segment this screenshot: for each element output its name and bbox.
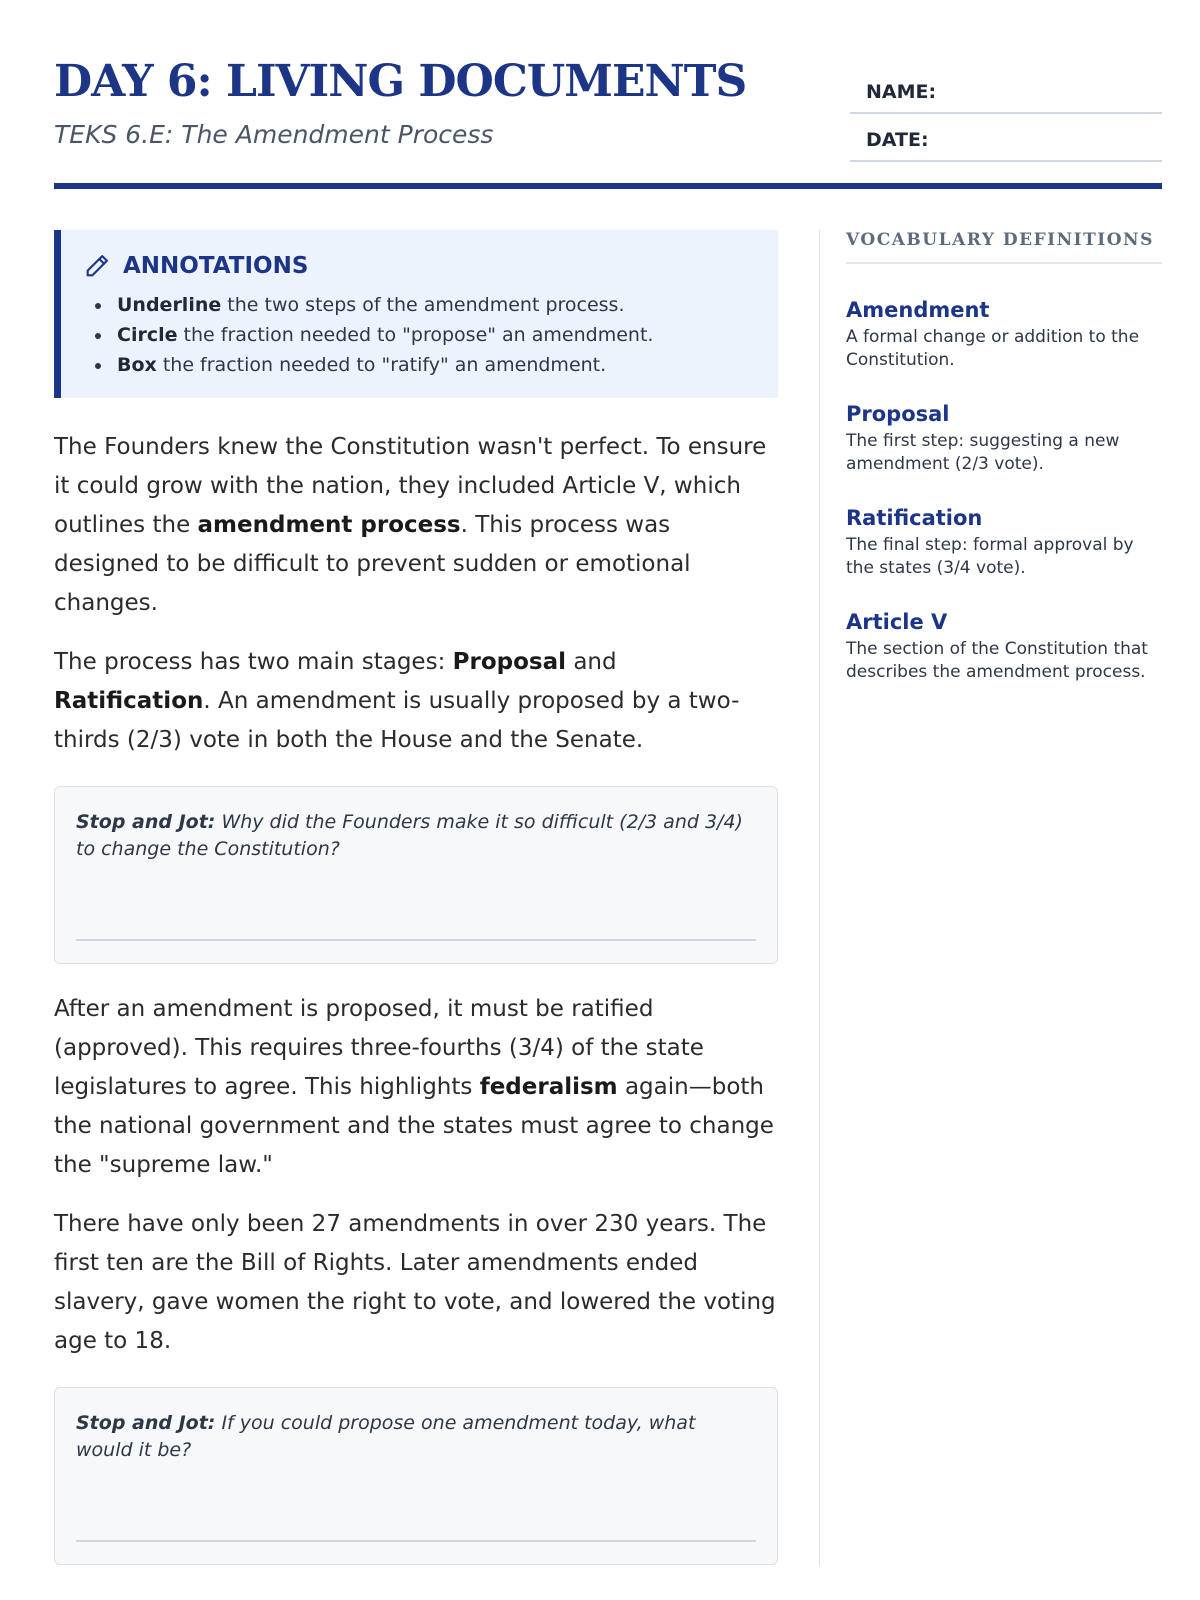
annotation-action: Box [117, 354, 157, 376]
page-subtitle: TEKS 6.E: The Amendment Process [54, 120, 494, 149]
annotations-heading [83, 252, 758, 280]
jot-question: If you could propose one amendment today, what would it be? [76, 1412, 696, 1461]
annotation-text: the two steps of the amendment process. [221, 294, 625, 316]
paragraph-27-amendments: There have only been 27 amendments in over 230 years. The first ten are the Bill of Rights. Later amendments ended slavery, gave women the right to vote, and lowered the voting age to 18. [54, 1211, 776, 1354]
list-item [93, 290, 758, 320]
bold-term: amendment process [197, 512, 461, 538]
jot-label: Stop and Jot: [76, 811, 216, 833]
bold-term: federalism [479, 1074, 618, 1100]
paragraph-ratification [54, 990, 778, 1185]
text: The Founders knew the Constitution wasn't perfect. To ensure it could grow with the nation, they included Article V, which outlines the [54, 434, 767, 538]
vocab-definition: A formal change or addition to the Constitution. [846, 327, 1140, 370]
jot-label: Stop and Jot: [76, 1412, 216, 1434]
name-field[interactable] [850, 70, 1162, 114]
column-divider [819, 230, 820, 1566]
annotation-text: the fraction needed to "ratify" an amendment. [156, 354, 607, 376]
jot-prompt [76, 1410, 756, 1464]
list-item [93, 350, 758, 380]
bold-term: Proposal [452, 649, 567, 675]
annotations-title: ANNOTATIONS [123, 253, 309, 279]
annotation-list [83, 290, 758, 380]
vocab-entry [846, 610, 1162, 684]
jot-prompt [76, 809, 756, 863]
annotations-box [54, 230, 778, 398]
vocab-entry [846, 402, 1162, 476]
header-divider [54, 183, 1162, 189]
date-field[interactable] [850, 118, 1162, 162]
stop-and-jot-box[interactable] [54, 1387, 778, 1565]
vocab-entry [846, 506, 1162, 580]
annotation-text: the fraction needed to "propose" an amendment. [177, 324, 654, 346]
paragraph-article-v [54, 428, 778, 623]
bold-term: Ratification [54, 688, 204, 714]
vocab-definition: The final step: formal approval by the states (3/4 vote). [846, 535, 1134, 578]
vocab-definition: The first step: suggesting a new amendment (2/3 vote). [846, 431, 1120, 474]
vocab-term: Amendment [846, 298, 990, 322]
vocabulary-sidebar [846, 230, 1162, 684]
list-item [93, 320, 758, 350]
paragraph-stages [54, 643, 778, 760]
text: After an amendment is proposed, it must be ratified (approved). This requires three-fourths (3/4) of the state legislatures to agree. This highlights [54, 996, 704, 1100]
page-title: DAY 6: LIVING DOCUMENTS [54, 56, 747, 107]
jot-question: Why did the Founders make it so difficult (2/3 and 3/4) to change the Constitution? [76, 811, 743, 860]
vocab-entry [846, 298, 1162, 372]
answer-line[interactable] [76, 1540, 756, 1542]
annotation-action: Circle [117, 324, 178, 346]
text: and [566, 649, 617, 675]
text: again—both the national government and the states must agree to change the "supreme law." [54, 1074, 774, 1178]
vocab-term: Article V [846, 610, 948, 634]
name-label: NAME: [866, 81, 937, 103]
stop-and-jot-box[interactable] [54, 786, 778, 964]
text: . An amendment is usually proposed by a two-thirds (2/3) vote in both the House and the Senate. [54, 688, 740, 753]
pencil-icon [83, 252, 111, 280]
answer-line[interactable] [76, 939, 756, 941]
annotation-action: Underline [117, 294, 222, 316]
date-label: DATE: [866, 129, 929, 151]
vocabulary-heading: VOCABULARY DEFINITIONS [846, 230, 1162, 264]
vocab-term: Ratification [846, 506, 983, 530]
page-header [54, 56, 1162, 188]
text: The process has two main stages: [54, 649, 453, 675]
vocab-term: Proposal [846, 402, 950, 426]
vocab-definition: The section of the Constitution that describes the amendment process. [846, 639, 1148, 682]
reading-column [54, 230, 778, 1565]
text: . This process was designed to be difficult to prevent sudden or emotional changes. [54, 512, 691, 616]
